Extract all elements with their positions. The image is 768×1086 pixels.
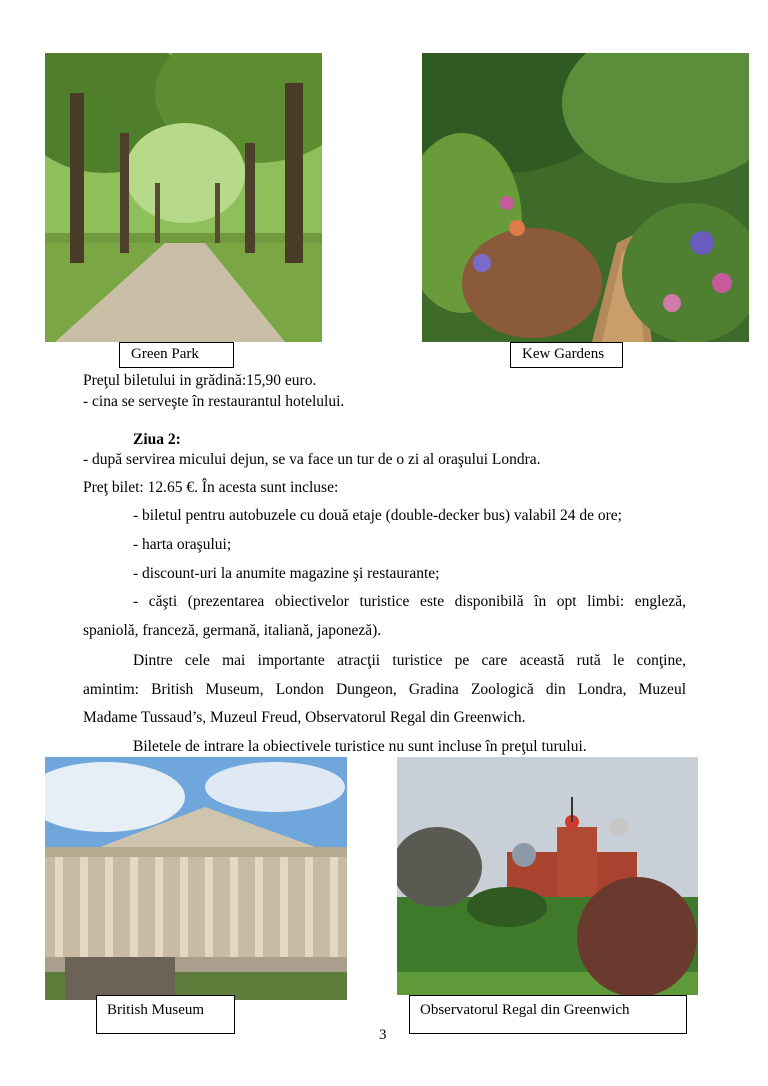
day2-intro-text: - după servirea micului dejun, se va face un tur de o zi al oraşului Londra. (83, 451, 541, 468)
paragraph-line: Dintre cele mai importante atracţii turistice pe care această rută le conţine, (133, 652, 686, 669)
page-number: 3 (379, 1027, 387, 1043)
british-museum-photo (45, 757, 347, 1000)
ticket-price-text: Preţul biletului in grădină:15,90 euro. (83, 372, 317, 389)
british-museum-caption: British Museum (96, 995, 235, 1034)
paragraph-line: Biletele de intrare la obiectivele turistice nu sunt incluse în preţul turului. (133, 738, 587, 755)
kew-gardens-photo (422, 53, 749, 342)
list-item: - discount-uri la anumite magazine şi restaurante; (133, 565, 440, 582)
dinner-text: - cina se serveşte în restaurantul hotelului. (83, 393, 345, 410)
list-item: - harta oraşului; (133, 536, 232, 553)
kew-gardens-caption: Kew Gardens (510, 342, 623, 368)
paragraph-line: Madame Tussaud’s, Muzeul Freud, Observatorul Regal din Greenwich. (83, 709, 526, 726)
day-heading: Ziua 2: (133, 431, 181, 448)
list-item-continuation: spaniolă, franceză, germană, italiană, japoneză). (83, 622, 382, 639)
list-item: - căşti (prezentarea obiectivelor turistice este disponibilă în opt limbi: engleză, (133, 593, 686, 610)
list-item: - biletul pentru autobuzele cu două etaje (double-decker bus) valabil 24 de ore; (133, 507, 622, 524)
greenwich-photo (397, 757, 698, 995)
greenwich-caption: Observatorul Regal din Greenwich (409, 995, 687, 1034)
green-park-photo (45, 53, 322, 342)
paragraph-line: amintim: British Museum, London Dungeon, Gradina Zoologică din Londra, Muzeul (83, 681, 686, 698)
tour-price-text: Preţ bilet: 12.65 €. În acesta sunt incluse: (83, 479, 339, 496)
green-park-caption: Green Park (119, 342, 234, 368)
